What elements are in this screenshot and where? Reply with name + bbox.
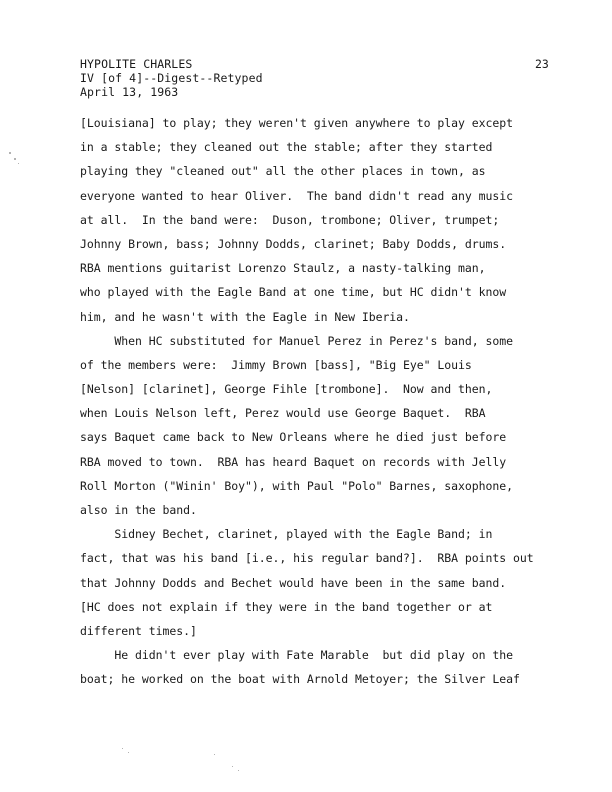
body-line: in a stable; they cleaned out the stable; after they started	[80, 140, 493, 155]
body-line: that Johnny Dodds and Bechet would have been in the same band.	[80, 575, 507, 590]
scan-speck	[238, 770, 239, 771]
body-line: boat; he worked on the boat with Arnold Metoyer; the Silver Leaf	[80, 672, 520, 687]
body-line: when Louis Nelson left, Perez would use George Baquet. RBA	[80, 406, 486, 421]
body-line: RBA moved to town. RBA has heard Baquet on records with Jelly	[80, 454, 507, 469]
scan-speck	[122, 748, 123, 749]
scan-speck	[18, 163, 19, 164]
scan-speck	[214, 754, 215, 755]
document-header	[80, 57, 263, 99]
body-line: fact, that was his band [i.e., his regular band?]. RBA points out	[80, 551, 534, 566]
body-line: [Louisiana] to play; they weren't given anywhere to play except	[80, 116, 514, 130]
scan-speck	[232, 766, 233, 767]
header-name: HYPOLITE CHARLES	[80, 57, 193, 71]
body-line: at all. In the band were: Duson, trombone; Oliver, trumpet;	[80, 212, 500, 227]
scan-speck	[128, 752, 129, 753]
body-line: different times.]	[80, 623, 197, 638]
body-line: everyone wanted to hear Oliver. The band didn't read any music	[80, 188, 514, 203]
body-line: RBA mentions guitarist Lorenzo Staulz, a nasty-talking man,	[80, 261, 486, 276]
header-date: April 13, 1963	[80, 85, 179, 99]
body-line: [HC does not explain if they were in the band together or at	[80, 599, 493, 614]
body-line: [Nelson] [clarinet], George Fihle [trombone]. Now and then,	[80, 382, 493, 397]
body-line: When HC substituted for Manuel Perez in Perez's band, some	[80, 333, 514, 348]
body-line: him, and he wasn't with the Eagle in New Iberia.	[80, 309, 410, 324]
body-line: says Baquet came back to New Orleans where he died just before	[80, 430, 507, 445]
body-line: who played with the Eagle Band at one time, but HC didn't know	[80, 285, 507, 300]
body-line: playing they "cleaned out" all the other places in town, as	[80, 164, 486, 179]
scan-speck	[9, 152, 11, 154]
header-interview-info: IV [of 4]--Digest--Retyped	[80, 71, 263, 85]
page-number: 23	[535, 57, 549, 71]
body-line: of the members were: Jimmy Brown [bass], "Big Eye" Louis	[80, 357, 472, 372]
body-line: Roll Morton ("Winin' Boy"), with Paul "Polo" Barnes, saxophone,	[80, 478, 514, 493]
scan-speck	[14, 158, 16, 160]
document-body	[80, 116, 550, 697]
body-line: Johnny Brown, bass; Johnny Dodds, clarinet; Baby Dodds, drums.	[80, 236, 507, 251]
body-line: He didn't ever play with Fate Marable but did play on the	[80, 648, 514, 663]
body-line: Sidney Bechet, clarinet, played with the Eagle Band; in	[80, 527, 493, 542]
body-line: also in the band.	[80, 503, 197, 517]
